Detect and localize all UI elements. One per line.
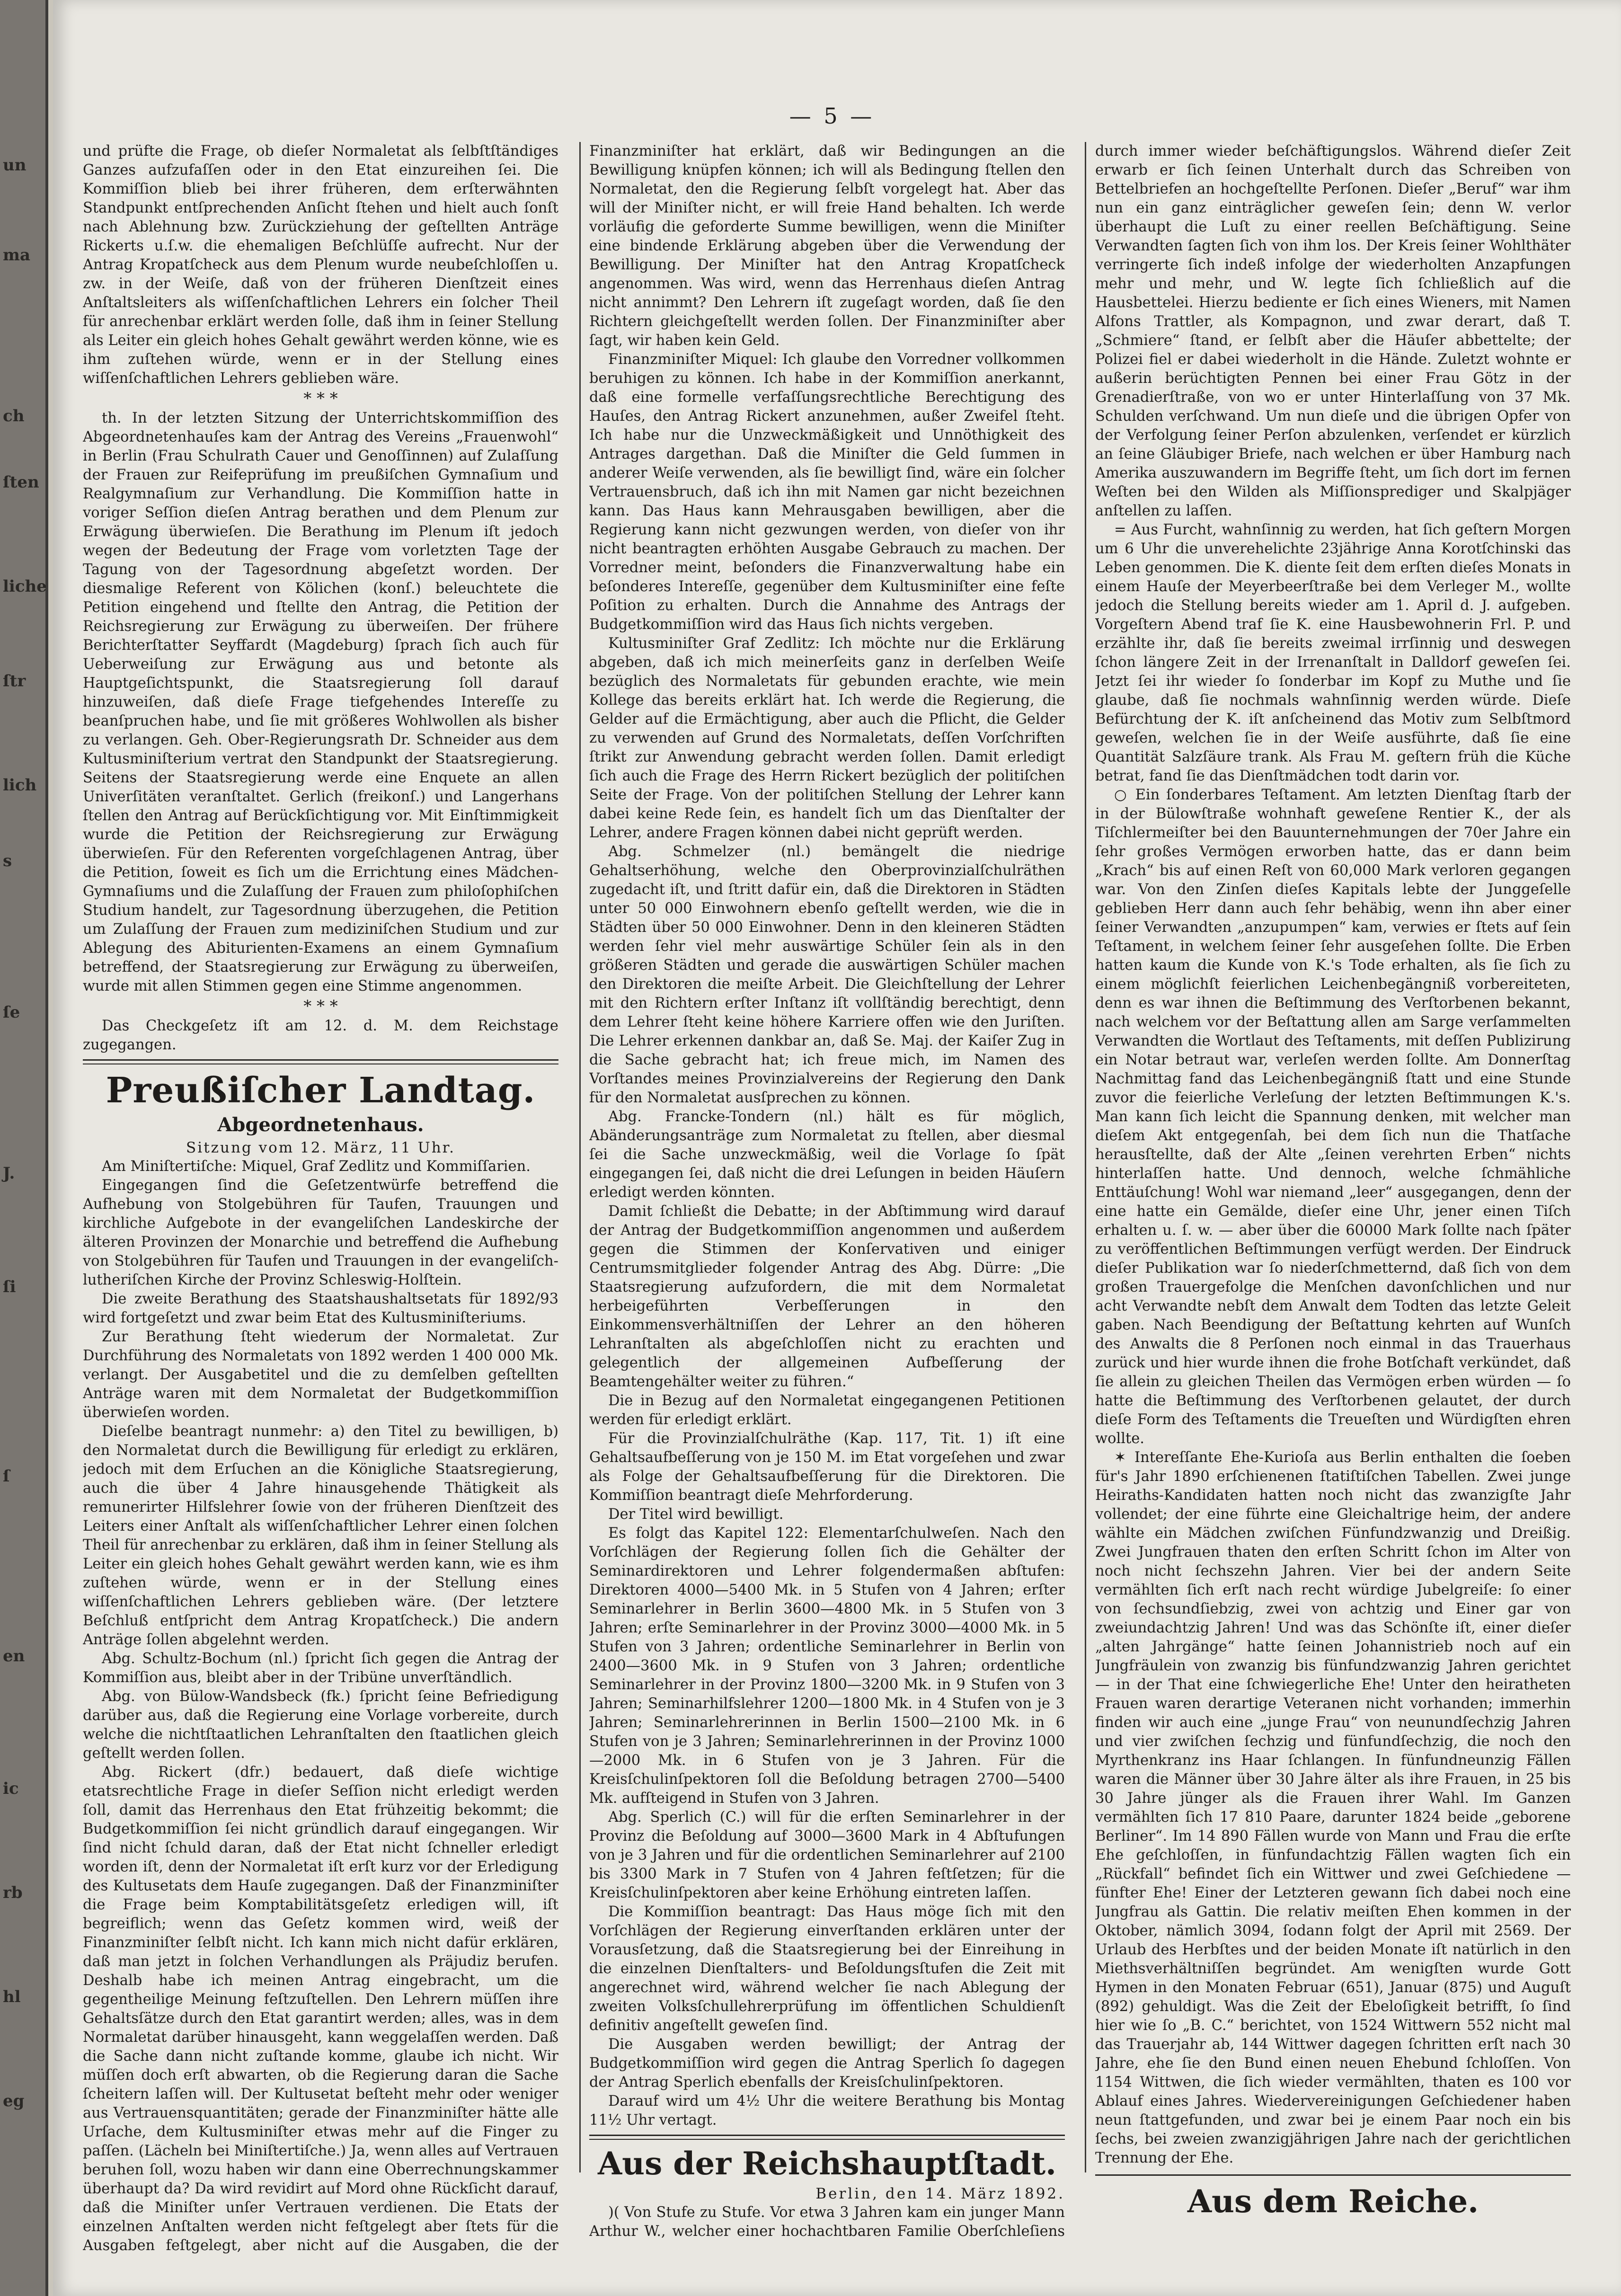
session-line: Sitzung vom 12. März, 11 Uhr. bbox=[186, 1139, 455, 1156]
edge-fragment: ſe bbox=[3, 1003, 20, 1022]
article-paragraph: durch immer wieder beſchäftigungslos. Während dieſer Zeit erwarb er ſich ſeinen Unterhalt durch das Schreiben von Bettelbriefen an hochgeſtellte Perſonen. Dieſer „Beruf“ war ihm nun ein ganz einträglicher geweſen ſein; denn W. verlor überhaupt die Luſt zu einer reellen Beſchäftigung. Seine Verwandten ſagten ſich von ihm los. Der Kreis ſeiner Wohlthäter verringerte ſich indeß infolge der wiederholten Anzapfungen mehr und mehr, und W. legte ſich ſchließlich auf die Hausbettelei. Hierzu bediente er ſich eines Wieners, mit Namen Alfons Trattler, als Kompagnon, und zwar derart, daß T. „Schmiere“ ſtand, er ſelbſt aber die Häuſer abbettelte; der Polizei fiel er dabei wiederholt in die Hände. Zuletzt wohnte er außerin berüchtigten Pennen bei einer Frau Götz in der Grenadierſtraße, von wo er unter Hinterlaſſung von 37 Mk. Schulden verſchwand. Um nun dieſe und die übrigen Opfer von der Verfolgung ſeiner Perſon abzulenken, verſendet er kürzlich an ſeine Gläubiger Briefe, nach welchen er über Hamburg nach Amerika auszuwandern im Begriffe ſteht, um ſich dort im fernen Weſten bei den Wilden als Miſſionsprediger und Skalpjäger anſtellen zu laſſen. bbox=[1095, 143, 1571, 519]
article-paragraph: )( Von Stufe zu Stufe. Vor etwa 3 Jahren kam ein junger Mann Arthur W., welcher einer hochachtbaren Familie Oberſchleſiens bbox=[589, 2204, 1065, 2240]
edge-fragment: rb bbox=[3, 1883, 23, 1902]
previous-page-edge bbox=[0, 0, 48, 2296]
article-paragraph: Der Titel wird bewilligt. bbox=[608, 1506, 784, 1523]
article-paragraph: ○ Ein ſonderbares Teſtament. Am letzten Dienſtag ſtarb der in der Bülowſtraße wohnhaft geweſene Rentier K., der als Tiſchlermeiſter bei den Bauunternehmungen der 70er Jahre ein ſehr großes Vermögen erworben hatte, das er dann beim „Krach“ bis auf einen Reſt von 60,000 Mark verloren gegangen war. Von den Zinſen dieſes Kapitals lebte der Junggeſelle geblieben Herr dann auch ſehr behäbig, wenn ihn aber einer ſeiner Verwandten „anzupumpen“ kam, verwies er ſtets auf ſein Teſtament, in welchem ſeiner ſehr ausgeſehen ſollte. Die Erben hatten kaum die Kunde von K.'s Tode erhalten, als ſie ſich zu einem möglichſt feierlichen Leichenbegängniß vorbereiteten, denn es war ihnen die Beſtimmung des Verſtorbenen bekannt, nach welchem vor der Beſtattung allen am Sarge verſammelten Verwandten die Wortlaut des Teſtaments, mit deſſen Publizirung ein Notar betraut war, verleſen werden ſollte. Am Donnerſtag Nachmittag fand das Leichenbegängniß ſtatt und eine Stunde zuvor die feierliche Verleſung der letzten Beſtimmungen K.'s. Man kann ſich leicht die Spannung denken, mit welcher man dieſem Akt entgegenſah, bei dem ſich nun die Thatſache herausſtellte, daß der Alte „ſeinen verehrten Erben“ nichts hinterlaſſen hatte. Und dennoch, welche ſchmähliche Enttäuſchung! Wohl war niemand „leer“ ausgegangen, denn der eine hatte ein Gemälde, dieſer eine Uhr, jener einen Tiſch erhalten u. ſ. w. — aber über die 60000 Mark ſollte nach ſpäter zu veröffentlichen Beſtimmungen verfügt werden. Der Eindruck dieſer Publikation war ſo niederſchmetternd, daß ſich von dem großen Trauergefolge die Menſchen davonſchlichen und nur acht Verwandte nebſt dem Anwalt dem Todten das letzte Geleit gaben. Nach Beendigung der Beſtattung kehrten auf Wunſch des Anwalts die 8 Perſonen noch einmal in das Trauerhaus zurück und hier wurde ihnen die frohe Botſchaft verkündet, daß ſie allein zu gleichen Theilen das Vermögen erben würden — ſo hatte die Beſtimmung des Verſtorbenen gelautet, der durch dieſe Form des Teſtaments die Treueſten und Würdigſten ehren wollte. bbox=[1095, 787, 1571, 1447]
edge-fragment: en bbox=[3, 1647, 25, 1666]
section-rule bbox=[83, 1059, 558, 1064]
article-paragraph: Es folgt das Kapitel 122: Elementarſchulweſen. Nach den Vorſchlägen der Regierung ſollen ſich die Gehälter der Seminardirektoren und Lehrer folgendermaßen abſtufen: Direktoren 4000—5400 Mk. in 5 Stufen von 4 Jahren; erſter Seminarlehrer in Berlin 3600—4800 Mk. in 5 Stufen von 3 Jahren; erſte Seminarlehrer in der Provinz 3000—4000 Mk. in 5 Stufen von 3 Jahren; ordentliche Seminarlehrer in Berlin von 2400—3600 Mk. in 9 Stufen von 3 Jahren; ordentliche Seminarlehrer in der Provinz 1800—3200 Mk. in 9 Stufen von 3 Jahren; Seminarhilfslehrer 1200—1800 Mk. in 4 Stufen von je 3 Jahren; Seminarlehrerinnen in Berlin 1500—2100 Mk. in 6 Stufen von je 3 Jahren; Seminarlehrerinnen in der Provinz 1000—2000 Mk. in 6 Stufen von je 3 Jahren. Für die Kreisſchulinſpektoren ſoll die Beſoldung betragen 2700—5400 Mk. aufſteigend in Stufen von 3 Jahren. bbox=[589, 1525, 1065, 1807]
edge-fragment: s bbox=[3, 851, 12, 870]
edge-fragment: ſ bbox=[3, 1467, 10, 1486]
article-paragraph: Eingegangen ſind die Geſetzentwürfe betreffend die Aufhebung von Stolgebühren für Taufen, Trauungen und kirchliche Aufgebote in der evangeliſchen Landeskirche der älteren Provinzen der Monarchie und betreffend die Aufhebung von Stolgebühren für Taufen und Trauungen in der evangeliſch-lutheriſchen Kirche der Provinz Schleswig-Holſtein. bbox=[83, 1177, 558, 1288]
article-paragraph: und prüfte die Frage, ob dieſer Normaletat als ſelbſtſtändiges Ganzes aufzufaſſen oder in den Etat einzureihen ſei. Die Kommiſſion blieb bei ihrer früheren, dem erſterwähnten Standpunkt entſprechenden Anſicht ſtehen und hielt auch ſonſt nach Ablehnung bzw. Zurückziehung der geſtellten Anträge Rickerts u.ſ.w. die ehemaligen Beſchlüſſe aufrecht. Nur der Antrag Kropatſcheck aus dem Plenum wurde neubeſchloſſen u. zw. in der Weiſe, daß von der früheren Dienſtzeit eines Anſtaltsleiters als wiſſenſchaftlichen Lehrers ein ſolcher Theil für anrechenbar erklärt werden ſolle, daß ihm in ſeiner Stellung als Leiter ein gleich hohes Gehalt gewährt werden könne, wie es ihm zuſtehen würde, wenn er in der Stellung eines wiſſenſchaftlichen Lehrers geblieben wäre. bbox=[83, 143, 558, 387]
article-paragraph: Abg. Rickert (dfr.) bedauert, daß dieſe wichtige etatsrechtliche Frage in dieſer Seſſion nicht erledigt werden ſoll, damit das Herrenhaus den Etat frühzeitig bekommt; die Budgetkommiſſion ſei nicht gründlich darauf eingegangen. Wir ſind nicht ſchuld daran, daß der Etat nicht ſchneller erledigt worden iſt, denn der Normaletat iſt erſt kurz vor der Erledigung des Kultusetats dem Hauſe zugegangen. Daß der Finanzminiſter die Frage beim Komptabilitätsgeſetz erledigen will, iſt begreiflich; wenn das Geſetz kommen wird, weiß der Finanzminiſter ſelbſt nicht. Ich kann mich nicht dafür erklären, daß man jetzt in ſolchen Verhandlungen als Präjudiz berufen. Deshalb habe ich meinen Antrag eingebracht, um die gegentheilige Meinung feſtzuſtellen. Den Lehrern müſſen ihre Gehaltsſätze durch den Etat garantirt werden; alles, was in dem Normaletat darüber hinausgeht, kann weggelaſſen werden. Daß die Sache dann nicht zuſtande komme, glaube ich nicht. Wir müſſen doch erſt abwarten, ob die Regierung daran die Sache ſcheitern laſſen will. Der Kultusetat beſteht mehr oder weniger aus Vertrauensquantitäten; gerade der Finanzminiſter hätte alle Urſache, dem Kultusminiſter etwas mehr auf die Finger zu paſſen. (Lächeln bei Miniſtertiſche.) Ja, wenn alles auf Vertrauen beruhen ſoll, wozu haben wir dann eine Oberrechnungskammer überhaupt da? Da wird revidirt auf Mord ohne Rückſicht darauf, daß die Miniſter unſer Vertrauen verdienen. Die Etats der einzelnen Anſtalten werden nicht feſtgelegt aber ſtets für die Ausgaben feſtgelegt, aber nicht auf die Ausgaben, die der bbox=[83, 1764, 558, 2254]
section-rule bbox=[589, 2135, 1065, 2140]
column-1 bbox=[83, 142, 558, 2258]
article-paragraph: Kultusminiſter Graf Zedlitz: Ich möchte nur die Erklärung abgeben, daß ich mich meinerſeits ganz in derſelben Weiſe bezüglich des Normaletats für gebunden erachte, wie mein Kollege das bereits erklärt hat. Ich werde die Regierung, die Gelder auf die Ermächtigung, aber auch die Pflicht, die Gelder zu verwenden auf Grund des Normaletats, deſſen Vorſchriften ſtrikt zur Anwendung gebracht werden ſollen. Damit erledigt ſich auch die Frage des Herrn Rickert bezüglich der politiſchen Seite der Frage. Von der politiſchen Stellung der Lehrer kann dabei keine Rede ſein, es handelt ſich um das Dienſtalter der Lehrer, andere Fragen können dabei nicht geprüft werden. bbox=[589, 635, 1065, 841]
edge-fragment: eg bbox=[3, 2092, 25, 2110]
article-paragraph: Die Kommiſſion beantragt: Das Haus möge ſich mit den Vorſchlägen der Regierung einverſtanden erklären unter der Vorausſetzung, daß die Staatsregierung bei der Einreihung in die einzelnen Dienſtalters- und Beſoldungsſtufen die Zeit mit angerechnet wird, während welcher ſie nach Ablegung der zweiten Volksſchullehrerprüfung im öffentlichen Schuldienſt definitiv angeſtellt geweſen ſind. bbox=[589, 1904, 1065, 2034]
article-paragraph: Abg. Sperlich (C.) will für die erſten Seminarlehrer in der Provinz die Beſoldung auf 3000—3600 Mark in 4 Abſtufungen von je 3 Jahren und für die ordentlichen Seminarlehrer auf 2100 bis 3300 Mark in 7 Stufen von 4 Jahren feſtſetzen; für die Kreisſchulinſpektoren aber keine Erhöhung eintreten laſſen. bbox=[589, 1809, 1065, 1901]
article-paragraph: Finanzminiſter hat erklärt, daß wir Bedingungen an die Bewilligung knüpfen können; ich will als Bedingung ſtellen den Normaletat, den die Regierung ſelbſt vorgelegt hat. Aber das will der Miniſter nicht, er will freie Hand behalten. Ich werde vorläufig die geforderte Summe bewilligen, wenn die Miniſter eine bindende Erklärung abgeben über die Verwendung der Bewilligung. Der Miniſter hat den Antrag Kropatſcheck angenommen. Was wird, wenn das Herrenhaus dieſen Antrag nicht annimmt? Den Lehrern iſt zugeſagt worden, daß ſie den Richtern gleichgeſtellt werden ſollen. Der Finanzminiſter aber ſagt, wir haben kein Geld. bbox=[589, 143, 1065, 349]
column-3 bbox=[1095, 142, 1571, 2258]
section-title-reiche: Aus dem Reiche. bbox=[1187, 2183, 1479, 2220]
newspaper-page bbox=[53, 0, 1621, 2296]
article-paragraph: Zur Berathung ſteht wiederum der Normaletat. Zur Durchführung des Normaletats von 1892 werden 1 400 000 Mk. verlangt. Der Ausgabetitel und die zu demſelben geſtellten Anträge waren mit dem Normaletat der Budgetkommiſſion überwieſen worden. bbox=[83, 1329, 558, 1421]
section-subtitle: Abgeordnetenhaus. bbox=[217, 1114, 424, 1136]
dateline: Berlin, den 14. März 1892. bbox=[815, 2185, 1065, 2202]
edge-fragment: ic bbox=[3, 1779, 19, 1798]
edge-fragment: liche bbox=[3, 577, 47, 596]
asterism-separator: * * * bbox=[303, 389, 338, 408]
edge-fragment: ch bbox=[3, 407, 25, 426]
article-paragraph: Abg. Schmelzer (nl.) bemängelt die niedrige Gehaltserhöhung, welche den Oberprovinzialſchulräthen zugedacht iſt, und ſtritt dafür ein, daß die Direktoren in Städten unter 50 000 Einwohnern ebenſo geſtellt werden, wie die in Städten über 50 000 Einwohner. Denn in den kleineren Städten werden ſehr viel mehr auswärtige Schüler ſein als in den größeren Städten und gerade die auswärtigen Schüler machen den Direktoren die meiſte Arbeit. Die Gleichſtellung der Lehrer mit den Richtern erſter Inſtanz iſt vollſtändig berechtigt, denn dem Lehrer ſteht keine höhere Karriere offen wie den Juriſten. Die Lehrer erkennen dankbar an, daß Se. Maj. der Kaiſer Zug in die Sache gebracht hat; ich freue mich, im Namen des Vorſtandes meines Provinzialvereins der Regierung den Dank für den Normaletat ausſprechen zu können. bbox=[589, 843, 1065, 1106]
asterism-separator: * * * bbox=[303, 997, 338, 1016]
section-title-reichshauptstadt: Aus der Reichshauptſtadt. bbox=[597, 2145, 1057, 2182]
article-paragraph: Abg. Schultz-Bochum (nl.) ſpricht ſich gegen die Antrag der Kommiſſion aus, bleibt aber in der Tribüne unverſtändlich. bbox=[83, 1650, 558, 1686]
edge-fragment: ſten bbox=[3, 473, 39, 492]
column-rule bbox=[1085, 142, 1086, 2172]
article-paragraph: Die in Bezug auf den Normaletat eingegangenen Petitionen werden für erledigt erklärt. bbox=[589, 1392, 1065, 1428]
edge-fragment: J. bbox=[3, 1164, 15, 1183]
article-paragraph: Abg. von Bülow-Wandsbeck (fk.) ſpricht ſeine Befriedigung darüber aus, daß die Regierung eine Vorlage vorbereite, durch welche die nichtſtaatlichen Lehranſtalten den ſtaatlichen gleich geſtellt werden ſollen. bbox=[83, 1688, 558, 1762]
article-paragraph: ✶ Intereſſante Ehe-Kurioſa aus Berlin enthalten die ſoeben für's Jahr 1890 erſchienenen ſtatiſtiſchen Tabellen. Zwei junge Heiraths-Kandidaten hatten noch nicht das zwanzigſte Jahr vollendet; der eine führte eine Gleichaltrige heim, der andere wählte ein Mädchen zwiſchen Fünfundzwanzig und Dreißig. Zwei Jungfrauen thaten den erſten Schritt ſchon im Alter von noch nicht ſechszehn Jahren. Vier bei der andern Seite vermählten ſich erſt nach recht würdige Jubelgreiſe: ſo einer von ſechsundſiebzig, zwei von achtzig und Einer gar von zweiundachtzig Jahren! Und was das Schönſte iſt, einer dieſer „alten Jahrgänge“ hatte ſeinen Johannistrieb noch auf ein Jungfräulein von zwanzig bis fünfundzwanzig Jahren gerichtet — in der That eine ſchwiegerliche Ehe! Unter den heiratheten Frauen waren derartige Veteranen nicht vorhanden; immerhin finden wir auch eine „junge Frau“ von neunundſechzig Jahren und vier zwiſchen ſechzig und fünfundſechzig, die noch den Myrthenkranz ins Haar ſchlangen. In fünfundneunzig Fällen waren die Männer über 30 Jahre älter als ihre Frauen, in 25 bis 30 Jahre jünger als die Frauen ihrer Wahl. Im Ganzen vermählten ſich 17 810 Paare, darunter 1824 beide „geborene Berliner“. Im 14 890 Fällen wurde von Mann und Frau die erſte Ehe geſchloſſen, in fünfundachtzig Fällen wagten ſich ein „Rückfall“ befindet ſich ein Wittwer und zwei Geſchiedene — fünfter Ehe! Einer der Letzteren gewann ſich dabei noch eine Jungfrau als Gattin. Die relativ meiſten Ehen kommen in der Oktober, nämlich 3094, ſodann folgt der April mit 2569. Der Urlaub des Herbſtes und der beiden Monate iſt natürlich in den Miethsverhältniſſen begründet. Am wenigſten wurde Gott Hymen in den Monaten Februar (651), Januar (875) und Auguſt (892) gehuldigt. Was die Zeit der Ebeloſigkeit betrifft, ſo ſind hier wie ſo „B. C.“ berichtet, von 1524 Wittwern 552 nicht mal das Trauerjahr ab, 144 Wittwer dagegen ſchritten erſt nach 30 Jahre, ehe ſie den Bund einen neuen Ehebund ſchloſſen. Von 1154 Wittwen, die ſich wieder vermählten, thaten es 100 vor Ablauf eines Jahres. Wiedervereinigungen Geſchiedener haben neun ſtattgefunden, und zwar bei je einem Paar noch ein bis ſechs, bei zweien zwanzigjährigen Jahre nach der gerichtlichen Trennung der Ehe. bbox=[1095, 1449, 1571, 2166]
section-title-landtag: Preußiſcher Landtag. bbox=[106, 1070, 536, 1111]
edge-fragment: ma bbox=[3, 246, 31, 265]
page-number: — 5 — bbox=[789, 103, 875, 129]
article-paragraph: Abg. Francke-Tondern (nl.) hält es für möglich, Abänderungsanträge zum Normaletat zu ſtellen, aber diesmal ſei die Sache unzweckmäßig, weil die Vorlage ſo ſpät eingegangen ſei, daß nicht die drei Leſungen in beiden Häuſern erledigt werden könnten. bbox=[589, 1108, 1065, 1201]
edge-fragment: ſtr bbox=[3, 672, 26, 691]
column-rule bbox=[579, 142, 581, 2172]
article-paragraph: Für die Provinzialſchulräthe (Kap. 117, Tit. 1) iſt eine Gehaltsaufbeſſerung von je 150 M. im Etat vorgeſehen und zwar als Folge der Gehaltsaufbeſſerung für die Direktoren. Die Kommiſſion beantragt dieſe Mehrforderung. bbox=[589, 1430, 1065, 1504]
column-2 bbox=[589, 142, 1065, 2258]
edge-fragment: un bbox=[3, 156, 27, 175]
article-paragraph: = Aus Furcht, wahnſinnig zu werden, hat ſich geſtern Morgen um 6 Uhr die unverehelichte 23jährige Anna Korotſchinski das Leben genommen. Die K. diente ſeit dem erſten dieſes Monats in einem Hauſe der Meyerbeerſtraße bei dem Verleger M., wollte jedoch die Stellung bereits wieder am 1. April d. J. aufgeben. Vorgeſtern Abend traf ſie K. eine Hausbewohnerin Frl. P. und erzählte ihr, daß ſie bereits zweimal irrſinnig und deswegen ſchon längere Zeit in der Irrenanſtalt in Dalldorf geweſen ſei. Jetzt ſei ihr wieder ſo ſonderbar im Kopf zu Muthe und ſie glaube, daß ſie nochmals wahnſinnig werden würde. Dieſe Befürchtung der K. iſt anſcheinend das Motiv zum Selbſtmord geweſen, welchen ſie in der Weiſe ausführte, daß ſie eine Quantität Salzſäure trank. Als Frau M. geſtern früh die Küche betrat, fand ſie das Dienſtmädchen todt darin vor. bbox=[1095, 522, 1571, 784]
article-paragraph: Die Ausgaben werden bewilligt; der Antrag der Budgetkommiſſion wird gegen die Antrag Sperlich ſo dagegen der Antrag Sperlich ebenfalls der Kreisſchulinſpektoren. bbox=[589, 2036, 1065, 2091]
article-paragraph: Am Miniſtertiſche: Miquel, Graf Zedlitz und Kommiſſarien. bbox=[102, 1158, 531, 1175]
article-paragraph: Damit ſchließt die Debatte; in der Abſtimmung wird darauf der Antrag der Budgetkommiſſion angenommen und außerdem gegen die Stimmen der Konſervativen und einiger Centrumsmitglieder folgender Antrag des Abg. Dürre: „Die Staatsregierung aufzufordern, die mit dem Normaletat herbeigeführten Verbeſſerungen in den Einkommensverhältniſſen der Lehrer an den höheren Lehranſtalten als abgeſchloſſen nicht zu erachten und gelegentlich der allgemeinen Aufbeſſerung der Beamtengehälter weiter zu führen.“ bbox=[589, 1203, 1065, 1390]
article-paragraph: Die zweite Berathung des Staatshaushaltsetats für 1892/93 wird fortgeſetzt und zwar beim Etat des Kultusminiſteriums. bbox=[83, 1291, 558, 1326]
edge-fragment: lich bbox=[3, 776, 37, 795]
article-paragraph: Finanzminiſter Miquel: Ich glaube den Vorredner vollkommen beruhigen zu können. Ich habe in der Kommiſſion anerkannt, daß eine formelle verfaſſungsrechtliche Berechtigung des Hauſes, den Antrag Rickert anzunehmen, außer Zweifel ſteht. Ich habe nur die Unzweckmäßigkeit und Unnöthigkeit des Antrages dargethan. Daß die Miniſter die Geld ſummen in anderer Weiſe verwenden, als ſie bewilligt ſind, wäre ein ſolcher Vertrauensbruch, daß ich ihn mit Namen gar nicht bezeichnen kann. Das Haus kann Mehrausgaben bewilligen, aber die Regierung kann nicht gezwungen werden, von dieſer von ihr nicht beantragten erhöhten Ausgabe Gebrauch zu machen. Der Vorredner meint, beſonders die Finanzverwaltung habe ein beſonderes Intereſſe, gegenüber dem Kultusminiſter eine feſte Poſition zu erhalten. Durch die Annahme des Antrags der Budgetkommiſſion wird das Haus ſich nichts vergeben. bbox=[589, 351, 1065, 633]
article-paragraph: Dieſelbe beantragt nunmehr: a) den Titel zu bewilligen, b) den Normaletat durch die Bewilligung für erledigt zu erklären, jedoch mit dem Erſuchen an die Königliche Staatsregierung, auch die über 4 Jahre hinausgehende Thätigkeit als remunerirter Hilfslehrer ſowie von der früheren Dienſtzeit des Leiters einer Anſtalt als wiſſenſchaftlicher Lehrer einen ſolchen Theil für anrechenbar zu erklären, daß ihm in ſeiner Stellung als Leiter ein gleich hohes Gehalt gewährt werden kann, wie es ihm zuſtehen würde, wenn er in der Stellung eines wiſſenſchaftlichen Lehrers geblieben wäre. (Der letztere Beſchluß entſpricht dem Antrag Kropatſcheck.) Die andern Anträge ſollen abgelehnt werden. bbox=[83, 1423, 558, 1648]
article-paragraph: Darauf wird um 4½ Uhr die weitere Berathung bis Montag 11½ Uhr vertagt. bbox=[589, 2093, 1065, 2128]
edge-fragment: hl bbox=[3, 1987, 21, 2006]
section-rule bbox=[1095, 2174, 1571, 2176]
article-frauenwohl: th. In der letzten Sitzung der Unterrichtskommiſſion des Abgeordnetenhauſes kam der Antrag des Vereins „Frauenwohl“ in Berlin (Frau Schulrath Cauer und Genoſſinnen) auf Zulaſſung der Frauen zur Reifeprüfung im preußiſchen Gymnaſium und Realgymnaſium zur Verhandlung. Die Kommiſſion hatte in voriger Seſſion dieſen Antrag berathen und dem Plenum zur Erwägung überwieſen. Die Berathung im Plenum iſt jedoch wegen der Bedeutung der Frage vom vorletzten Tage der Tagung von der Tagesordnung abgeſetzt worden. Der diesmalige Referent von Kölichen (konſ.) beleuchtete die Petition eingehend und ſtellte den Antrag, die Petition der Reichsregierung zur Erwägung zu überweiſen. Der frühere Berichterſtatter Seyffardt (Magdeburg) ſprach ſich auch für Ueberweiſung zur Erwägung aus und betonte als Hauptgeſichtspunkt, die Staatsregierung ſoll darauf hinzuweiſen, daß dieſe Frage tiefgehendes Intereſſe zu beanſpruchen habe, und ſie mit größeres Wohlwollen als bisher zu verlangen. Geh. Ober-Regierungsrath Dr. Schneider aus dem Kultusminiſterium vertrat den Standpunkt der Staatsregierung. Seitens der Staatsregierung werde eine Enquete an allen Univerſitäten veranſtaltet. Gerlich (freikonſ.) und Langerhans ſtellen den Antrag auf Berückſichtigung vor. Mit Einſtimmigkeit wurde die Petition der Reichsregierung zur Erwägung überwieſen. Für den Referenten vorgeſchlagenen Antrag, über die Petition, ſoweit es ſich um die Errichtung eines Mädchen-Gymnaſiums und die Zulaſſung der Frauen zum philoſophiſchen Studium handelt, zur Tagesordnung überzugehen, die Petition um Zulaſſung der Frauen zum mediziniſchen Studium und zur Ablegung des Abiturienten-Examens an einem Gymnaſium betreffend, der Staatsregierung zur Erwägung zu überweiſen, wurde mit allen Stimmen gegen eine Stimme angenommen. bbox=[83, 410, 558, 994]
edge-fragment: ſi bbox=[3, 1277, 16, 1296]
article-checkgesetz: Das Checkgeſetz iſt am 12. d. M. dem Reichstage zugegangen. bbox=[83, 1018, 558, 1053]
